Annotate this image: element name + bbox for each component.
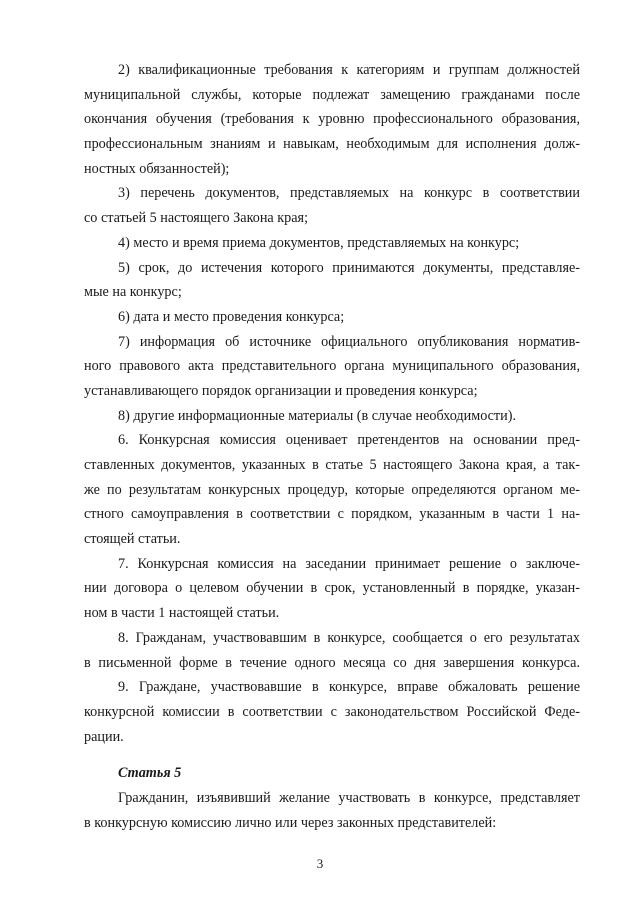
text-line: 5) срок, до истечения которого принимаются документы, представляе- — [118, 259, 580, 276]
text-line: 7. Конкурсная комиссия на заседании принимает решение о заключе- — [118, 555, 580, 572]
text-line: стоящей статьи. — [84, 531, 181, 548]
text-line: в письменной форме в течение одного месяца со дня завершения конкурса. — [84, 654, 580, 671]
text-line: муниципальной службы, которые подлежат замещению гражданами после — [84, 86, 580, 103]
text-line: 4) место и время приема документов, представляемых на конкурс; — [118, 234, 520, 251]
text-line: ном в части 1 настоящей статьи. — [84, 605, 280, 622]
text-line: 6. Конкурсная комиссия оценивает претендентов на основании пред- — [118, 432, 580, 449]
text-line: 7) информация об источнике официального опубликования норматив- — [118, 333, 580, 350]
text-line: мые на конкурс; — [84, 284, 182, 301]
text-line: 3) перечень документов, представляемых на конкурс в соответствии — [118, 185, 580, 202]
text-line: ного правового акта представительного органа муниципального образования, — [84, 358, 580, 375]
text-line: нии договора о целевом обучении в срок, установленный в порядке, указан- — [84, 580, 580, 597]
text-line: же по результатам конкурсных процедур, которые определяются органом ме- — [84, 481, 580, 498]
paragraph-gap — [84, 749, 580, 761]
document-body — [84, 58, 580, 835]
text-line: ставленных документов, указанных в статье 5 настоящего Закона края, а так- — [84, 457, 580, 473]
text-line: окончания обучения (требования к уровню профессионального образования, — [84, 111, 580, 128]
text-line: профессиональным знаниям и навыкам, необходимым для исполнения долж- — [84, 136, 580, 153]
text-line: 6) дата и место проведения конкурса; — [118, 308, 345, 325]
text-line: со статьей 5 настоящего Закона края; — [84, 210, 309, 227]
article-heading: Статья 5 — [118, 765, 182, 782]
text-line: конкурсной комиссии в соответствии с законодательством Российской Феде- — [84, 703, 580, 720]
text-line: Гражданин, изъявивший желание участвовать в конкурсе, представляет — [118, 789, 580, 806]
text-line: рации. — [84, 728, 124, 745]
text-line: в конкурсную комиссию лично или через законных представителей: — [84, 814, 497, 831]
text-line: 8. Гражданам, участвовавшим в конкурсе, сообщается о его результатах — [118, 629, 580, 646]
text-line: 9. Граждане, участвовавшие в конкурсе, вправе обжаловать решение — [118, 679, 580, 696]
text-line: 2) квалификационные требования к категориям и группам должностей — [118, 62, 580, 78]
page-number: 3 — [316, 856, 324, 871]
text-line: устанавливающего порядок организации и проведения конкурса; — [84, 382, 478, 399]
text-line: стного самоуправления в соответствии с порядком, указанным в части 1 на- — [84, 506, 580, 523]
text-line: ностных обязанностей); — [84, 160, 230, 177]
text-line: 8) другие информационные материалы (в случае необходимости). — [118, 407, 516, 424]
